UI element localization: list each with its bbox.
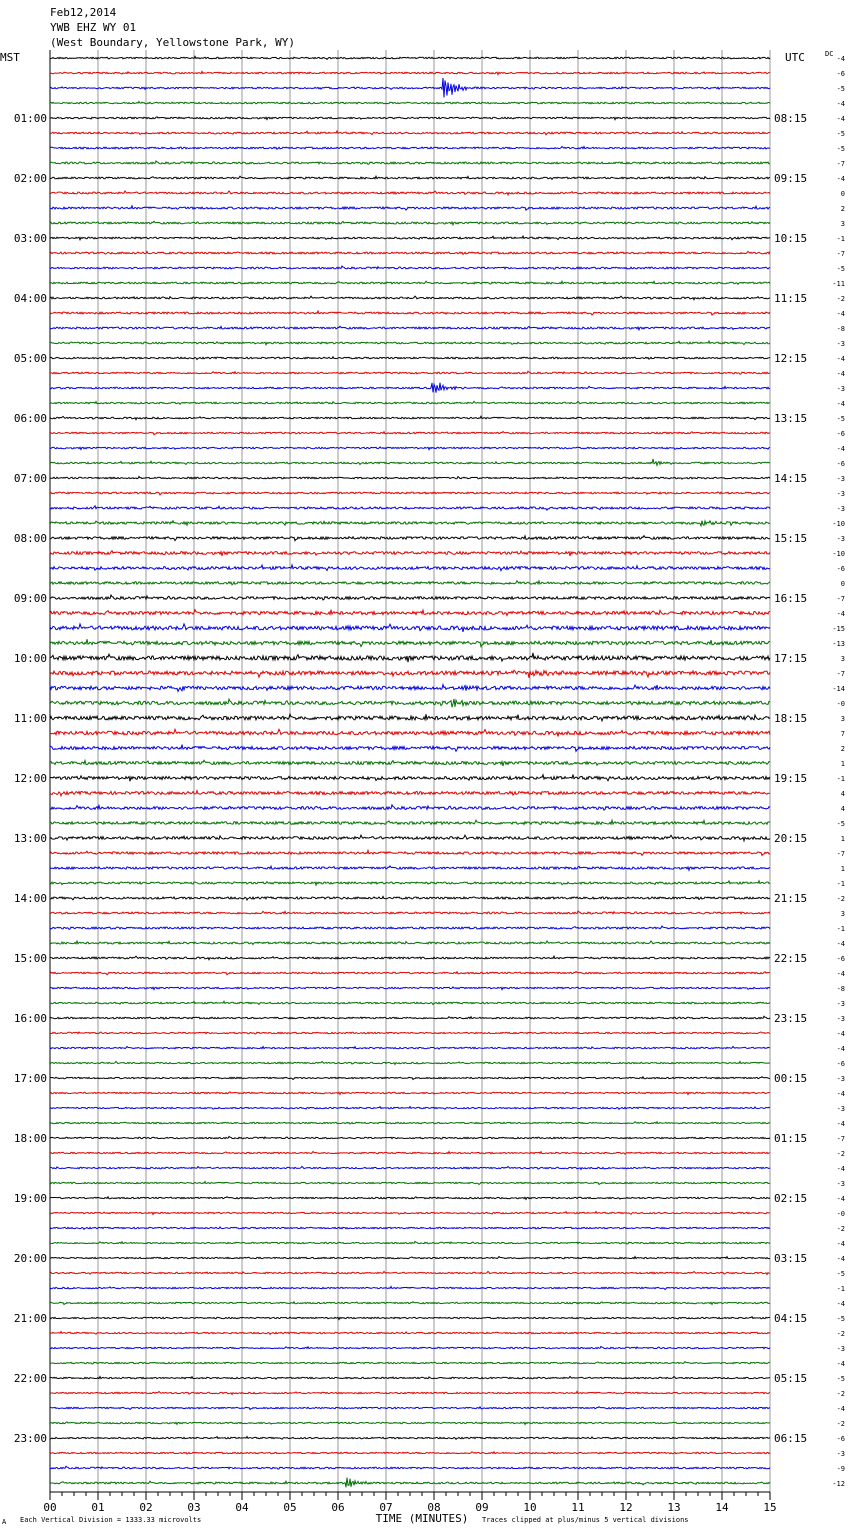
trace-52 [50, 820, 770, 824]
dc-offset-label: -4 [836, 400, 845, 408]
dc-offset-label: -6 [836, 70, 845, 78]
trace-6 [50, 131, 770, 135]
trace-8 [50, 161, 770, 165]
trace-47 [50, 745, 770, 752]
right-hour-label: 08:15 [774, 112, 808, 125]
trace-39 [50, 624, 770, 632]
left-hour-label: 10:00 [13, 652, 47, 665]
dc-offset-label: -5 [836, 85, 845, 93]
left-hour-label: 14:00 [13, 892, 47, 905]
left-hour-label: 16:00 [13, 1012, 47, 1025]
trace-41 [50, 653, 770, 662]
dc-offset-label: 1 [840, 865, 845, 873]
left-hour-label: 09:00 [13, 592, 47, 605]
right-hour-label: 16:15 [774, 592, 808, 605]
right-hour-label: 18:15 [774, 712, 808, 725]
x-tick-label: 15 [763, 1501, 777, 1514]
right-hour-labels [774, 112, 807, 1445]
trace-79 [50, 1227, 770, 1229]
trace-95 [50, 1466, 770, 1469]
dc-offset-label: -4 [836, 1240, 845, 1248]
trace-group [50, 56, 770, 1487]
dc-offset-label: -14 [832, 685, 845, 693]
dc-offset-label: -6 [836, 430, 845, 438]
trace-35 [50, 565, 770, 571]
trace-50 [50, 791, 770, 796]
dc-offset-label: -5 [836, 1315, 845, 1323]
x-tick-label: 09 [475, 1501, 489, 1514]
right-hour-label: 17:15 [774, 652, 808, 665]
trace-72 [50, 1122, 770, 1124]
right-hour-label: 19:15 [774, 772, 808, 785]
trace-76 [50, 1181, 770, 1184]
dc-offset-label: -3 [836, 475, 845, 483]
right-hour-label: 11:15 [774, 292, 808, 305]
dc-offset-label: 0 [840, 190, 845, 198]
dc-label: DC [825, 50, 834, 58]
trace-85 [50, 1317, 770, 1320]
dc-offset-label: 7 [840, 730, 845, 738]
right-hour-label: 21:15 [774, 892, 808, 905]
right-hour-label: 23:15 [774, 1012, 808, 1025]
x-tick-label: 03 [187, 1501, 201, 1514]
left-hour-label: 22:00 [13, 1372, 47, 1385]
dc-offset-label: -2 [836, 895, 845, 903]
trace-77 [50, 1197, 770, 1200]
header-location: (West Boundary, Yellowstone Park, WY) [50, 36, 296, 49]
dc-offset-label: -2 [836, 1330, 845, 1338]
dc-offset-label: -7 [836, 595, 845, 603]
dc-offset-label: -7 [836, 160, 845, 168]
dc-offset-label: -4 [836, 1120, 845, 1128]
trace-48 [50, 760, 770, 766]
trace-91 [50, 1407, 770, 1410]
dc-offset-label: -3 [836, 1345, 845, 1353]
trace-58 [50, 911, 770, 914]
trace-1 [50, 56, 770, 59]
trace-27 [50, 447, 770, 450]
left-hour-label: 02:00 [13, 172, 47, 185]
dc-offset-labels [832, 55, 845, 1488]
dc-offset-label: -7 [836, 670, 845, 678]
dc-offset-label: -3 [836, 535, 845, 543]
trace-14 [50, 251, 770, 254]
dc-offset-label: -2 [836, 295, 845, 303]
left-hour-label: 11:00 [13, 712, 47, 725]
left-hour-label: 05:00 [13, 352, 47, 365]
dc-offset-label: -4 [836, 1045, 845, 1053]
right-hour-label: 15:15 [774, 532, 808, 545]
trace-62 [50, 972, 770, 975]
dc-offset-label: -4 [836, 970, 845, 978]
left-hour-label: 04:00 [13, 292, 47, 305]
trace-49 [50, 775, 770, 782]
dc-offset-label: -2 [836, 1225, 845, 1233]
trace-84 [50, 1302, 770, 1305]
trace-63 [50, 987, 770, 990]
x-tick-label: 04 [235, 1501, 249, 1514]
x-tick-label: 05 [283, 1501, 297, 1514]
right-hour-label: 13:15 [774, 412, 808, 425]
dc-offset-label: 4 [840, 805, 845, 813]
dc-offset-label: -3 [836, 340, 845, 348]
left-hour-label: 17:00 [13, 1072, 47, 1085]
dc-offset-label: -4 [836, 310, 845, 318]
dc-offset-label: -3 [836, 1180, 845, 1188]
x-tick-label: 06 [331, 1501, 345, 1514]
dc-offset-label: -1 [836, 775, 845, 783]
dc-offset-label: -4 [836, 1030, 845, 1038]
trace-90 [50, 1391, 770, 1394]
dc-offset-label: 3 [840, 655, 845, 663]
dc-offset-label: -3 [836, 1000, 845, 1008]
x-tick-label: 12 [619, 1501, 633, 1514]
trace-64 [50, 1001, 770, 1004]
left-hour-label: 21:00 [13, 1312, 47, 1325]
trace-60 [50, 941, 770, 945]
dc-offset-label: -7 [836, 850, 845, 858]
minute-grid [50, 50, 770, 1492]
footer-mark: A [2, 1518, 7, 1526]
trace-74 [50, 1151, 770, 1154]
dc-offset-label: -4 [836, 115, 845, 123]
dc-offset-label: -5 [836, 820, 845, 828]
dc-offset-label: -5 [836, 1270, 845, 1278]
trace-4 [50, 101, 770, 103]
trace-56 [50, 881, 770, 885]
trace-18 [50, 311, 770, 315]
trace-25 [50, 416, 770, 419]
dc-offset-label: -5 [836, 415, 845, 423]
dc-offset-label: -4 [836, 1090, 845, 1098]
trace-73 [50, 1136, 770, 1139]
trace-81 [50, 1256, 770, 1258]
dc-offset-label: -3 [836, 1105, 845, 1113]
dc-offset-label: -4 [836, 1360, 845, 1368]
dc-offset-label: -3 [836, 385, 845, 393]
left-timezone-label: MST [0, 51, 20, 64]
dc-offset-label: -4 [836, 1300, 845, 1308]
dc-offset-label: -1 [836, 880, 845, 888]
trace-65 [50, 1016, 770, 1019]
right-hour-label: 12:15 [774, 352, 808, 365]
dc-offset-label: -4 [836, 610, 845, 618]
dc-offset-label: 3 [840, 910, 845, 918]
trace-15 [50, 266, 770, 269]
trace-5 [50, 117, 770, 120]
trace-80 [50, 1241, 770, 1244]
trace-51 [50, 805, 770, 810]
trace-69 [50, 1077, 770, 1080]
x-tick-label: 01 [91, 1501, 105, 1514]
dc-offset-label: -6 [836, 1435, 845, 1443]
trace-43 [50, 685, 770, 692]
trace-94 [50, 1452, 770, 1454]
header-station: YWB EHZ WY 01 [50, 21, 137, 34]
dc-offset-label: 3 [840, 220, 845, 228]
dc-offset-label: 2 [840, 205, 845, 213]
trace-61 [50, 956, 770, 960]
dc-offset-label: -6 [836, 955, 845, 963]
dc-offset-label: -4 [836, 1405, 845, 1413]
trace-96 [50, 1478, 770, 1488]
dc-offset-label: -7 [836, 1135, 845, 1143]
trace-78 [50, 1211, 770, 1214]
left-hour-label: 08:00 [13, 532, 47, 545]
left-hour-label: 20:00 [13, 1252, 47, 1265]
trace-71 [50, 1106, 770, 1109]
right-hour-label: 09:15 [774, 172, 808, 185]
dc-offset-label: -10 [832, 520, 845, 528]
left-hour-label: 19:00 [13, 1192, 47, 1205]
trace-70 [50, 1092, 770, 1095]
trace-66 [50, 1032, 770, 1034]
dc-offset-label: -3 [836, 1015, 845, 1023]
right-hour-label: 06:15 [774, 1432, 808, 1445]
right-hour-label: 03:15 [774, 1252, 808, 1265]
dc-offset-label: -11 [832, 280, 845, 288]
footer-scale-note: Each Vertical Division = 1333.33 microvolts [20, 1516, 202, 1524]
trace-2 [50, 71, 770, 74]
dc-offset-label: -13 [832, 640, 845, 648]
trace-28 [50, 459, 770, 465]
dc-offset-label: -15 [832, 625, 845, 633]
trace-19 [50, 326, 770, 330]
trace-26 [50, 432, 770, 435]
right-hour-label: 22:15 [774, 952, 808, 965]
dc-offset-label: -2 [836, 1420, 845, 1428]
x-tick-label: 10 [523, 1501, 537, 1514]
dc-offset-label: -4 [836, 55, 845, 63]
trace-57 [50, 896, 770, 900]
dc-offset-label: -12 [832, 1480, 845, 1488]
trace-68 [50, 1061, 770, 1064]
trace-36 [50, 581, 770, 585]
dc-offset-label: -3 [836, 1075, 845, 1083]
trace-87 [50, 1346, 770, 1348]
dc-offset-label: -4 [836, 445, 845, 453]
dc-offset-label: -0 [836, 700, 845, 708]
left-hour-label: 15:00 [13, 952, 47, 965]
trace-29 [50, 476, 770, 479]
left-hour-label: 01:00 [13, 112, 47, 125]
x-axis [43, 1492, 776, 1514]
dc-offset-label: -4 [836, 355, 845, 363]
trace-75 [50, 1166, 770, 1169]
dc-offset-label: -8 [836, 985, 845, 993]
dc-offset-label: -6 [836, 565, 845, 573]
trace-88 [50, 1361, 770, 1364]
left-hour-labels [14, 112, 47, 1445]
right-hour-label: 14:15 [774, 472, 808, 485]
trace-83 [50, 1286, 770, 1289]
trace-38 [50, 610, 770, 616]
x-tick-label: 14 [715, 1501, 729, 1514]
dc-offset-label: 4 [840, 790, 845, 798]
trace-46 [50, 729, 770, 736]
right-hour-label: 00:15 [774, 1072, 808, 1085]
left-hour-label: 13:00 [13, 832, 47, 845]
right-hour-label: 10:15 [774, 232, 808, 245]
trace-16 [50, 281, 770, 284]
dc-offset-label: -2 [836, 1150, 845, 1158]
trace-82 [50, 1271, 770, 1274]
trace-93 [50, 1436, 770, 1439]
trace-45 [50, 714, 770, 721]
dc-offset-label: 2 [840, 745, 845, 753]
dc-offset-label: -2 [836, 1390, 845, 1398]
trace-21 [50, 357, 770, 360]
trace-11 [50, 206, 770, 210]
trace-23 [50, 383, 770, 393]
dc-offset-label: -0 [836, 1210, 845, 1218]
x-tick-label: 07 [379, 1501, 393, 1514]
trace-37 [50, 595, 770, 600]
right-hour-label: 02:15 [774, 1192, 808, 1205]
trace-44 [50, 699, 770, 707]
trace-10 [50, 191, 770, 195]
trace-53 [50, 835, 770, 841]
header-date: Feb12,2014 [50, 6, 117, 19]
trace-32 [50, 521, 770, 526]
trace-86 [50, 1331, 770, 1334]
left-hour-label: 18:00 [13, 1132, 47, 1145]
right-hour-label: 04:15 [774, 1312, 808, 1325]
trace-42 [50, 670, 770, 678]
left-hour-label: 12:00 [13, 772, 47, 785]
dc-offset-label: 1 [840, 835, 845, 843]
dc-offset-label: -6 [836, 1060, 845, 1068]
dc-offset-label: -3 [836, 490, 845, 498]
dc-offset-label: -7 [836, 250, 845, 258]
footer-clip-note: Traces clipped at plus/minus 5 vertical divisions [482, 1516, 689, 1524]
dc-offset-label: -1 [836, 1285, 845, 1293]
x-tick-label: 11 [571, 1501, 585, 1514]
x-tick-label: 08 [427, 1501, 441, 1514]
dc-offset-label: -4 [836, 1195, 845, 1203]
dc-offset-label: 1 [840, 760, 845, 768]
dc-offset-label: -1 [836, 925, 845, 933]
trace-33 [50, 536, 770, 541]
trace-40 [50, 639, 770, 646]
dc-offset-label: 0 [840, 580, 845, 588]
dc-offset-label: -5 [836, 265, 845, 273]
trace-34 [50, 551, 770, 556]
dc-offset-label: -3 [836, 1450, 845, 1458]
x-axis-title: TIME (MINUTES) [375, 1512, 469, 1525]
left-hour-label: 06:00 [13, 412, 47, 425]
trace-55 [50, 866, 770, 870]
dc-offset-label: -4 [836, 940, 845, 948]
trace-17 [50, 296, 770, 300]
left-hour-label: 03:00 [13, 232, 47, 245]
right-hour-label: 20:15 [774, 832, 808, 845]
trace-59 [50, 926, 770, 929]
dc-offset-label: -5 [836, 130, 845, 138]
right-hour-label: 05:15 [774, 1372, 808, 1385]
dc-offset-label: -3 [836, 505, 845, 513]
dc-offset-label: -4 [836, 1255, 845, 1263]
trace-3 [50, 78, 770, 97]
dc-offset-label: -4 [836, 1165, 845, 1173]
trace-13 [50, 236, 770, 240]
dc-offset-label: -5 [836, 145, 845, 153]
trace-67 [50, 1046, 770, 1049]
dc-offset-label: -5 [836, 1375, 845, 1383]
left-hour-label: 23:00 [13, 1432, 47, 1445]
left-hour-label: 07:00 [13, 472, 47, 485]
x-tick-label: 00 [43, 1501, 57, 1514]
dc-offset-label: -1 [836, 235, 845, 243]
dc-offset-label: -4 [836, 175, 845, 183]
trace-31 [50, 506, 770, 510]
trace-30 [50, 492, 770, 495]
right-timezone-label: UTC [785, 51, 805, 64]
dc-offset-label: -8 [836, 325, 845, 333]
trace-22 [50, 371, 770, 374]
trace-24 [50, 401, 770, 404]
right-hour-label: 01:15 [774, 1132, 808, 1145]
dc-offset-label: 3 [840, 715, 845, 723]
dc-offset-label: -6 [836, 460, 845, 468]
trace-92 [50, 1422, 770, 1425]
trace-7 [50, 147, 770, 150]
trace-9 [50, 176, 770, 179]
x-tick-label: 13 [667, 1501, 681, 1514]
dc-offset-label: -4 [836, 100, 845, 108]
trace-12 [50, 221, 770, 225]
dc-offset-label: -10 [832, 550, 845, 558]
trace-89 [50, 1376, 770, 1379]
dc-offset-label: -4 [836, 370, 845, 378]
dc-offset-label: -9 [836, 1465, 845, 1473]
trace-20 [50, 341, 770, 345]
x-tick-label: 02 [139, 1501, 153, 1514]
trace-54 [50, 850, 770, 855]
